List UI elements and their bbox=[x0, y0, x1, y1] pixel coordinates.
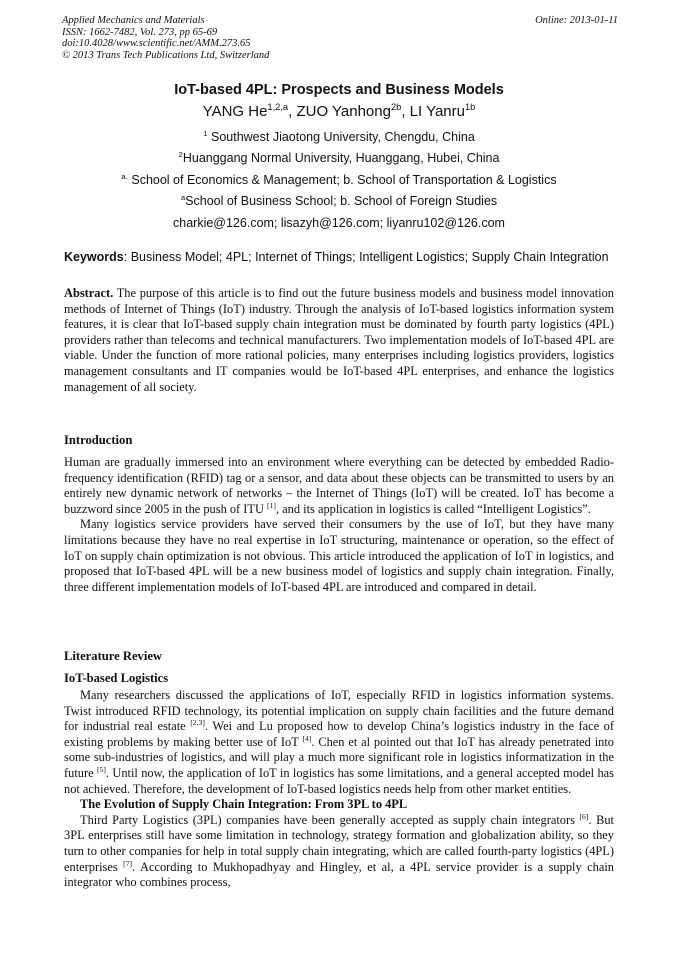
section-heading-introduction: Introduction bbox=[64, 433, 133, 447]
doi-line: doi:10.4028/www.scientific.net/AMM.273.65 bbox=[62, 38, 251, 49]
paragraph: Human are gradually immersed into an environment where everything can be detected by embedded Radio-frequency identification (RFID) tag or a sensor, and data about these objects can be transmitted to users by an entirely new dynamic network of networks – the Internet of Things (IoT) will be created. IoT has become a buzzword since 2005 in the push of ITU [1], and its application in logistics is called “Intelligent Logistics”. bbox=[64, 455, 614, 516]
affiliation-line bbox=[0, 151, 678, 165]
affiliation-text: Southwest Jiaotong University, Chengdu, China bbox=[210, 130, 475, 144]
author-affiliation-mark: 1b bbox=[464, 102, 476, 112]
author-list: YANG He$^{1,2,a}$, ZUO Yanhong$^{2b}$, LI Yanru$^{1b}$ bbox=[202, 102, 476, 120]
citation: [1] bbox=[267, 500, 276, 510]
literature-body bbox=[64, 688, 614, 891]
citation: [6] bbox=[579, 811, 589, 821]
affiliation-mark: 1 bbox=[203, 128, 208, 138]
citation: [4] bbox=[302, 733, 312, 743]
author-name: ZUO Yanhong bbox=[296, 103, 391, 120]
citation: [2,3] bbox=[190, 718, 205, 728]
affiliation-mark: 2 bbox=[178, 149, 183, 159]
affiliation-line bbox=[0, 173, 678, 187]
affiliation-line bbox=[0, 130, 678, 144]
abstract-text: The purpose of this article is to find out the future business models and business model innovation methods of Internet of Things (IoT) industry. Through the analysis of IoT-based logistics information system features, it is clear that IoT-based supply chain integration must be dominated by fourth party logistics (4PL) providers rather than telecoms and technical manufacturers. Two implementation models of IoT-based 4PL are viable. Under the function of more rational policies, many enterprises including logistics providers, logistics management consultants and IT companies would be IoT-based 4PL enterprises, and enhance the logistics management of all society. bbox=[64, 286, 614, 394]
online-date: Online: 2013-01-11 bbox=[535, 15, 618, 26]
journal-header bbox=[62, 15, 618, 61]
paragraph: Many researchers discussed the applications of IoT, especially RFID in logistics information systems. Twist introduced RFID technology, its potential implication on supply chain facilities and the future demand for industrial real estate [2,3]. Wei and Lu proposed how to develop China’s logistics industry in the face of existing problems by making better use of IoT [4]. Chen et al pointed out that IoT has already penetrated into some sub-industries of logistics, and will play a much more significant role in logistics informatization in the future [5]. Until now, the application of IoT in logistics has some limitations, and a general accepted model has not achieved. Therefore, the development of IoT-based logistics needs help from other market entities. bbox=[64, 688, 615, 796]
issn-line: ISSN: 1662-7482, Vol. 273, pp 65-69 bbox=[62, 26, 218, 38]
journal-name: Applied Mechanics and Materials bbox=[62, 15, 205, 26]
author-affiliation-mark: 1,2,a bbox=[267, 102, 289, 112]
paragraph: Third Party Logistics (3PL) companies have been generally accepted as supply chain integrators [6]. But 3PL enterprises still have some limitation in technology, strategy formation and globalization ability, so they turn to other companies for help in total supply chain integrating, which are called fourth-party logistics (4PL) enterprises [7]. According to Mukhopadhyay and Hingley, et al, a 4PL service provider is a supply chain integrator who combines process, bbox=[64, 811, 614, 890]
email-line: charkie@126.com; lisazyh@126.com; liyanru102@126.com bbox=[173, 216, 505, 230]
author-affiliation-mark: 2b bbox=[390, 102, 402, 112]
paragraph: Many logistics service providers have served their consumers by the use of IoT, but they have many limitations because they have no real expertise in IoT structuring, maintenance or operation, so the effect of IoT on supply chain optimization is not obvious. This article introduced the application of IoT in logistics, and proposed that IoT-based 4PL will be a new business model of logistics and supply chain integration. Finally, three different implementation models of IoT-based 4PL are introduced and compared in detail. bbox=[64, 517, 614, 594]
citation: [7] bbox=[123, 858, 133, 868]
affiliation-line bbox=[0, 194, 678, 208]
affiliation-text: School of Economics & Management; b. School of Transportation & Logistics bbox=[131, 173, 557, 187]
section-heading-literature-review: Literature Review bbox=[64, 649, 163, 663]
affiliation-text: School of Business School; b. School of Foreign Studies bbox=[185, 194, 498, 208]
paper-title: IoT-based 4PL: Prospects and Business Models bbox=[174, 82, 504, 98]
affiliation-mark: a. bbox=[121, 171, 128, 181]
citation: [5] bbox=[96, 764, 106, 774]
subsection-heading-iot-logistics: IoT-based Logistics bbox=[64, 671, 169, 685]
affiliation-text: Huanggang Normal University, Huanggang, Hubei, China bbox=[182, 151, 500, 165]
author-name: YANG He bbox=[202, 103, 268, 120]
subsection-heading-evolution: The Evolution of Supply Chain Integration: From 3PL to 4PL bbox=[80, 797, 408, 812]
affiliation-mark: a bbox=[180, 192, 186, 202]
author-name: LI Yanru bbox=[409, 103, 465, 120]
copyright-line: © 2013 Trans Tech Publications Ltd, Switzerland bbox=[62, 49, 270, 61]
keywords-label: Keywords bbox=[64, 250, 124, 264]
keywords bbox=[64, 250, 620, 264]
keywords-text: : Business Model; 4PL; Internet of Things; Intelligent Logistics; Supply Chain Integration bbox=[123, 250, 609, 264]
abstract-label: Abstract. bbox=[64, 286, 114, 300]
introduction-body bbox=[64, 455, 614, 595]
abstract bbox=[64, 286, 614, 395]
